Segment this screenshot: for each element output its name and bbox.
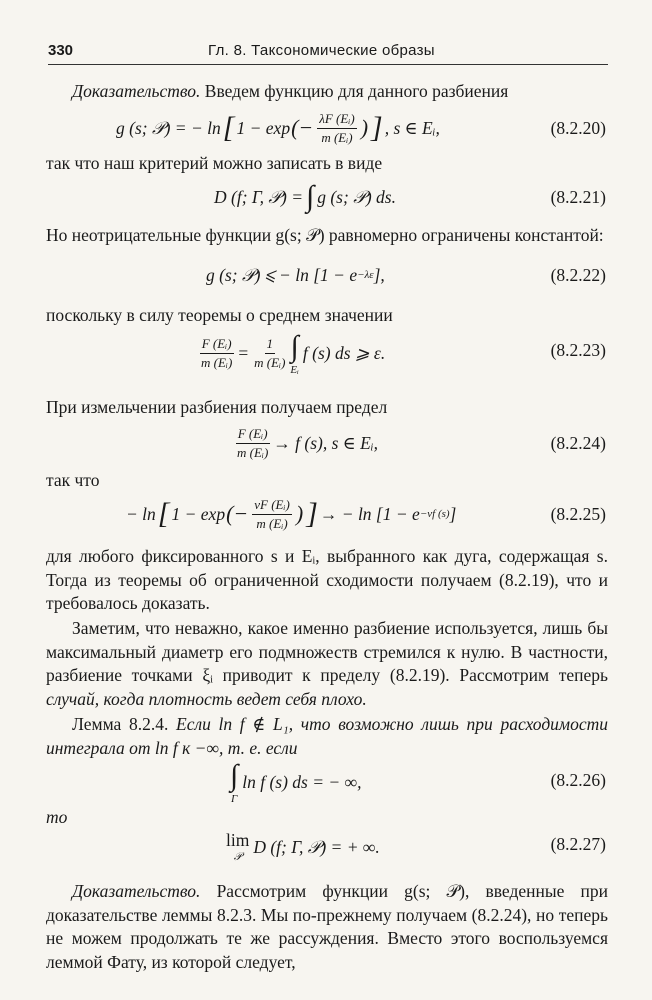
lemma-text: Если ln f ∉ L₁, что возможно лишь при расходимости интеграла от ln f к −∞, т. е. если bbox=[46, 714, 609, 758]
eq26-number: (8.2.26) bbox=[550, 770, 606, 790]
eq20-lhs: g (s; 𝒫) = − ln bbox=[116, 117, 221, 138]
equation-8-2-25: − ln [ 1 − exp (− $\frac{\text{νF (Eᵢ)}}{\text{m (Eᵢ)}}$ ) ] → − ln [1 − e −νf (s) ] (8.2.25) bbox=[46, 494, 608, 534]
lemma-8-2-4 bbox=[46, 713, 608, 760]
eq23-number: (8.2.23) bbox=[550, 340, 606, 360]
equation-8-2-26: ∫ Γ ln f (s) ds = − ∞, (8.2.26) bbox=[230, 759, 606, 805]
equation-8-2-24: F (Eᵢ) m (Eᵢ) → f (s), s ∈ Eᵢ, (8.2.24) bbox=[46, 423, 608, 463]
lemma-then: то bbox=[46, 807, 68, 827]
equation-8-2-23: $\frac{\text{F (Eᵢ)}}{\text{m (Eᵢ)}}$ = $\frac{1}{\text{m (Eᵢ)}}$ ∫ Eᵢ f (s) ds ⩾ ε. (8.2.23) bbox=[201, 330, 606, 376]
proof-lemma-8-2-4: Доказательство. Рассмотрим функции g(s; 𝒫), введенные при доказательстве леммы 8.2.3. Мы по-прежнему получаем (8.2.24), но теперь не можем продолжать те же рассуждения. Вместо этого воспользуемся леммой Фату, из которой следует, bbox=[46, 881, 608, 972]
equation-8-2-27: lim 𝒫 D (f; Γ, 𝒫) = + ∞. (8.2.27) bbox=[46, 824, 608, 870]
paragraph-so-that: так что bbox=[46, 470, 100, 490]
proof-label: Доказательство. bbox=[72, 81, 201, 101]
paragraph-criterion: так что наш критерий можно записать в виде bbox=[46, 153, 383, 173]
page-number: 330 bbox=[48, 42, 74, 59]
paragraph-partition: Заметим, что неважно, какое именно разбиение используется, лишь бы максимальный диаметр его подмножеств стремился к нулю. В частности, разбиение точками ξᵢ приводит к пределу (8.2.19). Рассмотрим теперь случай, когда плотность ведет себя плохо. bbox=[46, 618, 608, 709]
paragraph-fixed-s: для любого фиксированного s и Eᵢ, выбранного как дуга, содержащая s. Тогда из теоремы об ограниченной сходимости получаем (8.2.19), что и требовалось доказать. bbox=[46, 546, 608, 613]
proof-intro-text: Введем функцию для данного разбиения bbox=[204, 81, 509, 101]
equation-8-2-21: D (f; Γ, 𝒫) = ∫ g (s; 𝒫) ds. (8.2.21) bbox=[46, 177, 608, 217]
eq27-number: (8.2.27) bbox=[550, 834, 606, 854]
paragraph-limit: При измельчении разбиения получаем предел bbox=[46, 397, 388, 417]
eq20-condition: , s ∈ Eᵢ, bbox=[384, 117, 440, 138]
eq22-number: (8.2.22) bbox=[550, 265, 606, 285]
eq25-number: (8.2.25) bbox=[550, 504, 606, 524]
paragraph-mean-value: поскольку в силу теоремы о среднем значении bbox=[46, 305, 393, 325]
equation-8-2-22: g (s; 𝒫) ⩽ − ln [1 − e −λε ], (8.2.22) bbox=[46, 255, 608, 295]
eq24-number: (8.2.24) bbox=[550, 433, 606, 453]
running-title: Гл. 8. Таксономические образы bbox=[208, 42, 435, 59]
eq21-number: (8.2.21) bbox=[550, 187, 606, 207]
proof-intro bbox=[46, 80, 608, 104]
eq20-number: (8.2.20) bbox=[550, 118, 606, 138]
running-header bbox=[48, 40, 608, 65]
integral-sign: ∫ bbox=[306, 180, 315, 213]
eq20-fraction: $\frac{\text{λF (Eᵢ)}}{\text{m (Eᵢ)}}$ bbox=[319, 110, 355, 145]
paragraph-bounded: Но неотрицательные функции g(s; 𝒫) равномерно ограничены константой: bbox=[46, 225, 604, 245]
equation-8-2-20: g (s; 𝒫) = − ln [ 1 − exp (− $\frac{\text{λF (Eᵢ)}}{\text{m (Eᵢ)}}$ ) ] , s ∈ Eᵢ, (8.2.20) bbox=[46, 108, 608, 148]
eq20-one-exp: 1 − exp bbox=[236, 117, 291, 138]
lemma-label: Лемма 8.2.4. bbox=[72, 714, 169, 734]
